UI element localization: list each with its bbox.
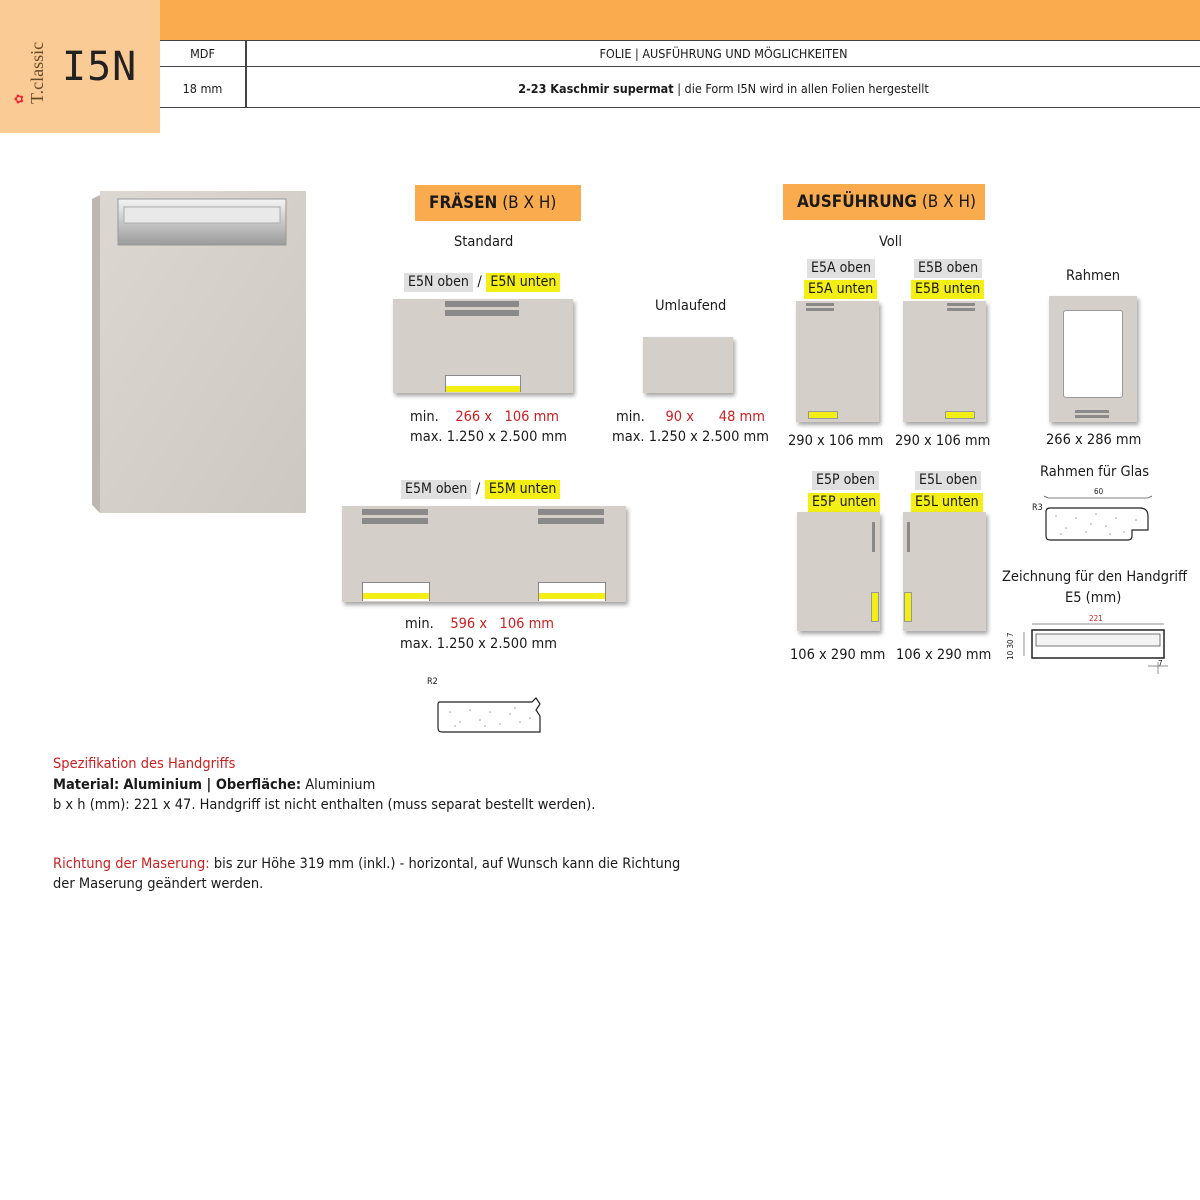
standard-label: Standard	[454, 234, 514, 250]
product-door-image	[88, 183, 320, 513]
handle-width-label: 221	[1089, 614, 1103, 623]
e5m-cutout-left	[362, 582, 430, 601]
e5n-panel	[393, 299, 573, 393]
e5m-min	[405, 614, 554, 634]
grain-line-1	[53, 854, 680, 874]
e5m-separator: /	[475, 481, 481, 497]
e5m-highlight-left	[363, 593, 429, 599]
e5p-side-groove	[872, 522, 875, 552]
ausfuehrung-unit: (B X H)	[916, 192, 976, 212]
rahmen-glas-label: Rahmen für Glas	[1040, 464, 1150, 480]
table-mid-rule	[160, 66, 1200, 67]
uml-min-label: min.	[616, 409, 645, 425]
e5l-highlight	[904, 592, 912, 622]
e5m-top-groove-right	[538, 509, 604, 515]
material-label: Material:	[53, 777, 120, 793]
e5a-dims: 290 x 106 mm	[788, 433, 884, 449]
e5n-separator: /	[477, 274, 482, 290]
e5m-min-label: min.	[405, 616, 434, 632]
e5b-top-groove	[947, 303, 975, 306]
e5m-top-groove-right-2	[538, 518, 604, 524]
surface-value: Aluminium	[305, 777, 376, 793]
table-bottom-rule	[160, 107, 1200, 108]
e5m-unten-tag: E5M unten	[485, 480, 560, 499]
umlaufend-panel	[643, 337, 733, 393]
e5m-panel	[342, 506, 626, 602]
e5b-unten-tag: E5B unten	[911, 280, 984, 299]
e5n-tags	[404, 271, 560, 292]
umlaufend-label: Umlaufend	[655, 298, 727, 314]
header-bar	[160, 0, 1200, 40]
rahmen-groove-2	[1075, 415, 1109, 418]
e5m-max: max. 1.250 x 2.500 mm	[400, 636, 557, 652]
folie-note: | die Form I5N wird in allen Folien hergestellt	[673, 81, 929, 96]
e5m-cutout-right	[538, 582, 606, 601]
fraesen-title: FRÄSEN	[429, 193, 498, 213]
e5m-top-groove-left	[362, 509, 428, 515]
glas-width-label: 60	[1094, 487, 1104, 496]
r3-label: R3	[1032, 503, 1043, 513]
e5n-min	[410, 407, 559, 427]
e5b-dims: 290 x 106 mm	[895, 433, 991, 449]
grain-text-1: bis zur Höhe 319 mm (inkl.) - horizontal, auf Wunsch kann die Richtung	[209, 856, 681, 872]
e5p-highlight	[871, 592, 879, 622]
rahmen-glas-profile-drawing	[1044, 494, 1156, 544]
brand-logo	[8, 34, 47, 108]
material-value: Aluminium	[123, 777, 202, 793]
e5b-panel	[903, 301, 986, 422]
e5a-top-groove-2	[806, 308, 834, 311]
rahmen-groove	[1075, 410, 1109, 413]
grain-label: Richtung der Maserung:	[53, 856, 210, 872]
rahmen-dims: 266 x 286 mm	[1046, 432, 1142, 448]
e5m-highlight-right	[539, 593, 605, 599]
folie-name: 2-23 Kaschmir supermat	[518, 81, 674, 96]
handle-bottom-label: 7	[1158, 659, 1163, 668]
umlaufend-max: max. 1.250 x 2.500 mm	[612, 429, 769, 445]
zeichnung-line2: E5 (mm)	[1065, 590, 1122, 606]
e5p-panel	[797, 512, 880, 631]
uml-min-h: 48 mm	[718, 409, 765, 425]
e5l-panel	[903, 512, 986, 631]
fraesen-header	[415, 185, 581, 221]
e5m-min-w: 596 x	[450, 616, 488, 632]
e5m-top-groove-left-2	[362, 518, 428, 524]
e5l-oben-tag: E5L oben	[915, 471, 981, 490]
e5n-bottom-cutout	[445, 375, 521, 392]
model-code: I5N	[62, 44, 138, 90]
grain-line-2: der Maserung geändert werden.	[53, 876, 264, 892]
e5p-unten-tag: E5P unten	[808, 493, 880, 512]
handle-drawing	[1018, 620, 1178, 676]
col-mdf-value: 18 mm	[182, 81, 223, 96]
spec-divider: |	[201, 777, 216, 793]
col-mdf-header: MDF	[190, 46, 215, 61]
e5n-top-groove-2	[445, 310, 519, 316]
rahmen-panel	[1049, 296, 1137, 422]
col-folie-value	[247, 81, 1200, 96]
header-table	[160, 40, 1200, 108]
fraesen-unit: (B X H)	[497, 193, 557, 213]
spec-title: Spezifikation des Handgriffs	[53, 756, 236, 772]
e5n-min-w: 266 x	[455, 409, 493, 425]
e5a-panel	[796, 301, 879, 422]
e5m-min-h: 106 mm	[499, 616, 554, 632]
e5n-max: max. 1.250 x 2.500 mm	[410, 429, 567, 445]
handle-side-label: 10 30 7	[1006, 632, 1015, 660]
brand-text: T.classic	[27, 41, 47, 104]
e5n-top-groove	[445, 301, 519, 307]
e5b-top-groove-2	[947, 308, 975, 311]
e5p-dims: 106 x 290 mm	[790, 647, 886, 663]
e5n-min-label: min.	[410, 409, 439, 425]
e5p-oben-tag: E5P oben	[812, 471, 879, 490]
spec-size-line: b x h (mm): 221 x 47. Handgriff ist nicht enthalten (muss separat bestellt werden).	[53, 797, 596, 813]
rahmen-window	[1063, 310, 1123, 398]
ausfuehrung-title: AUSFÜHRUNG	[797, 192, 917, 212]
table-top-rule	[160, 40, 1200, 41]
ausfuehrung-header	[783, 184, 985, 220]
uml-min-w: 90 x	[665, 409, 694, 425]
rahmen-label: Rahmen	[1066, 268, 1121, 284]
e5m-oben-tag: E5M oben	[401, 480, 471, 499]
r2-profile-drawing	[436, 694, 546, 736]
e5n-oben-tag: E5N oben	[404, 273, 473, 292]
e5a-highlight	[808, 411, 838, 419]
e5l-unten-tag: E5L unten	[911, 493, 983, 512]
col-folie-header: FOLIE | AUSFÜHRUNG UND MÖGLICHKEITEN	[599, 46, 848, 61]
e5a-top-groove	[806, 303, 834, 306]
e5l-dims: 106 x 290 mm	[896, 647, 992, 663]
zeichnung-line1: Zeichnung für den Handgriff	[1002, 569, 1187, 585]
e5n-unten-tag: E5N unten	[486, 273, 560, 292]
e5n-min-h: 106 mm	[504, 409, 559, 425]
e5b-oben-tag: E5B oben	[914, 259, 982, 278]
e5l-side-groove	[907, 522, 910, 552]
r2-label: R2	[427, 677, 438, 687]
e5b-highlight	[945, 411, 975, 419]
voll-label: Voll	[879, 234, 903, 250]
flower-icon: ✿	[12, 93, 26, 104]
surface-label: Oberfläche:	[215, 777, 302, 793]
spec-material-line	[53, 775, 375, 795]
e5n-highlight	[446, 386, 520, 392]
umlaufend-min	[616, 407, 765, 427]
e5a-unten-tag: E5A unten	[804, 280, 877, 299]
e5a-oben-tag: E5A oben	[807, 259, 875, 278]
e5m-tags	[401, 478, 560, 499]
